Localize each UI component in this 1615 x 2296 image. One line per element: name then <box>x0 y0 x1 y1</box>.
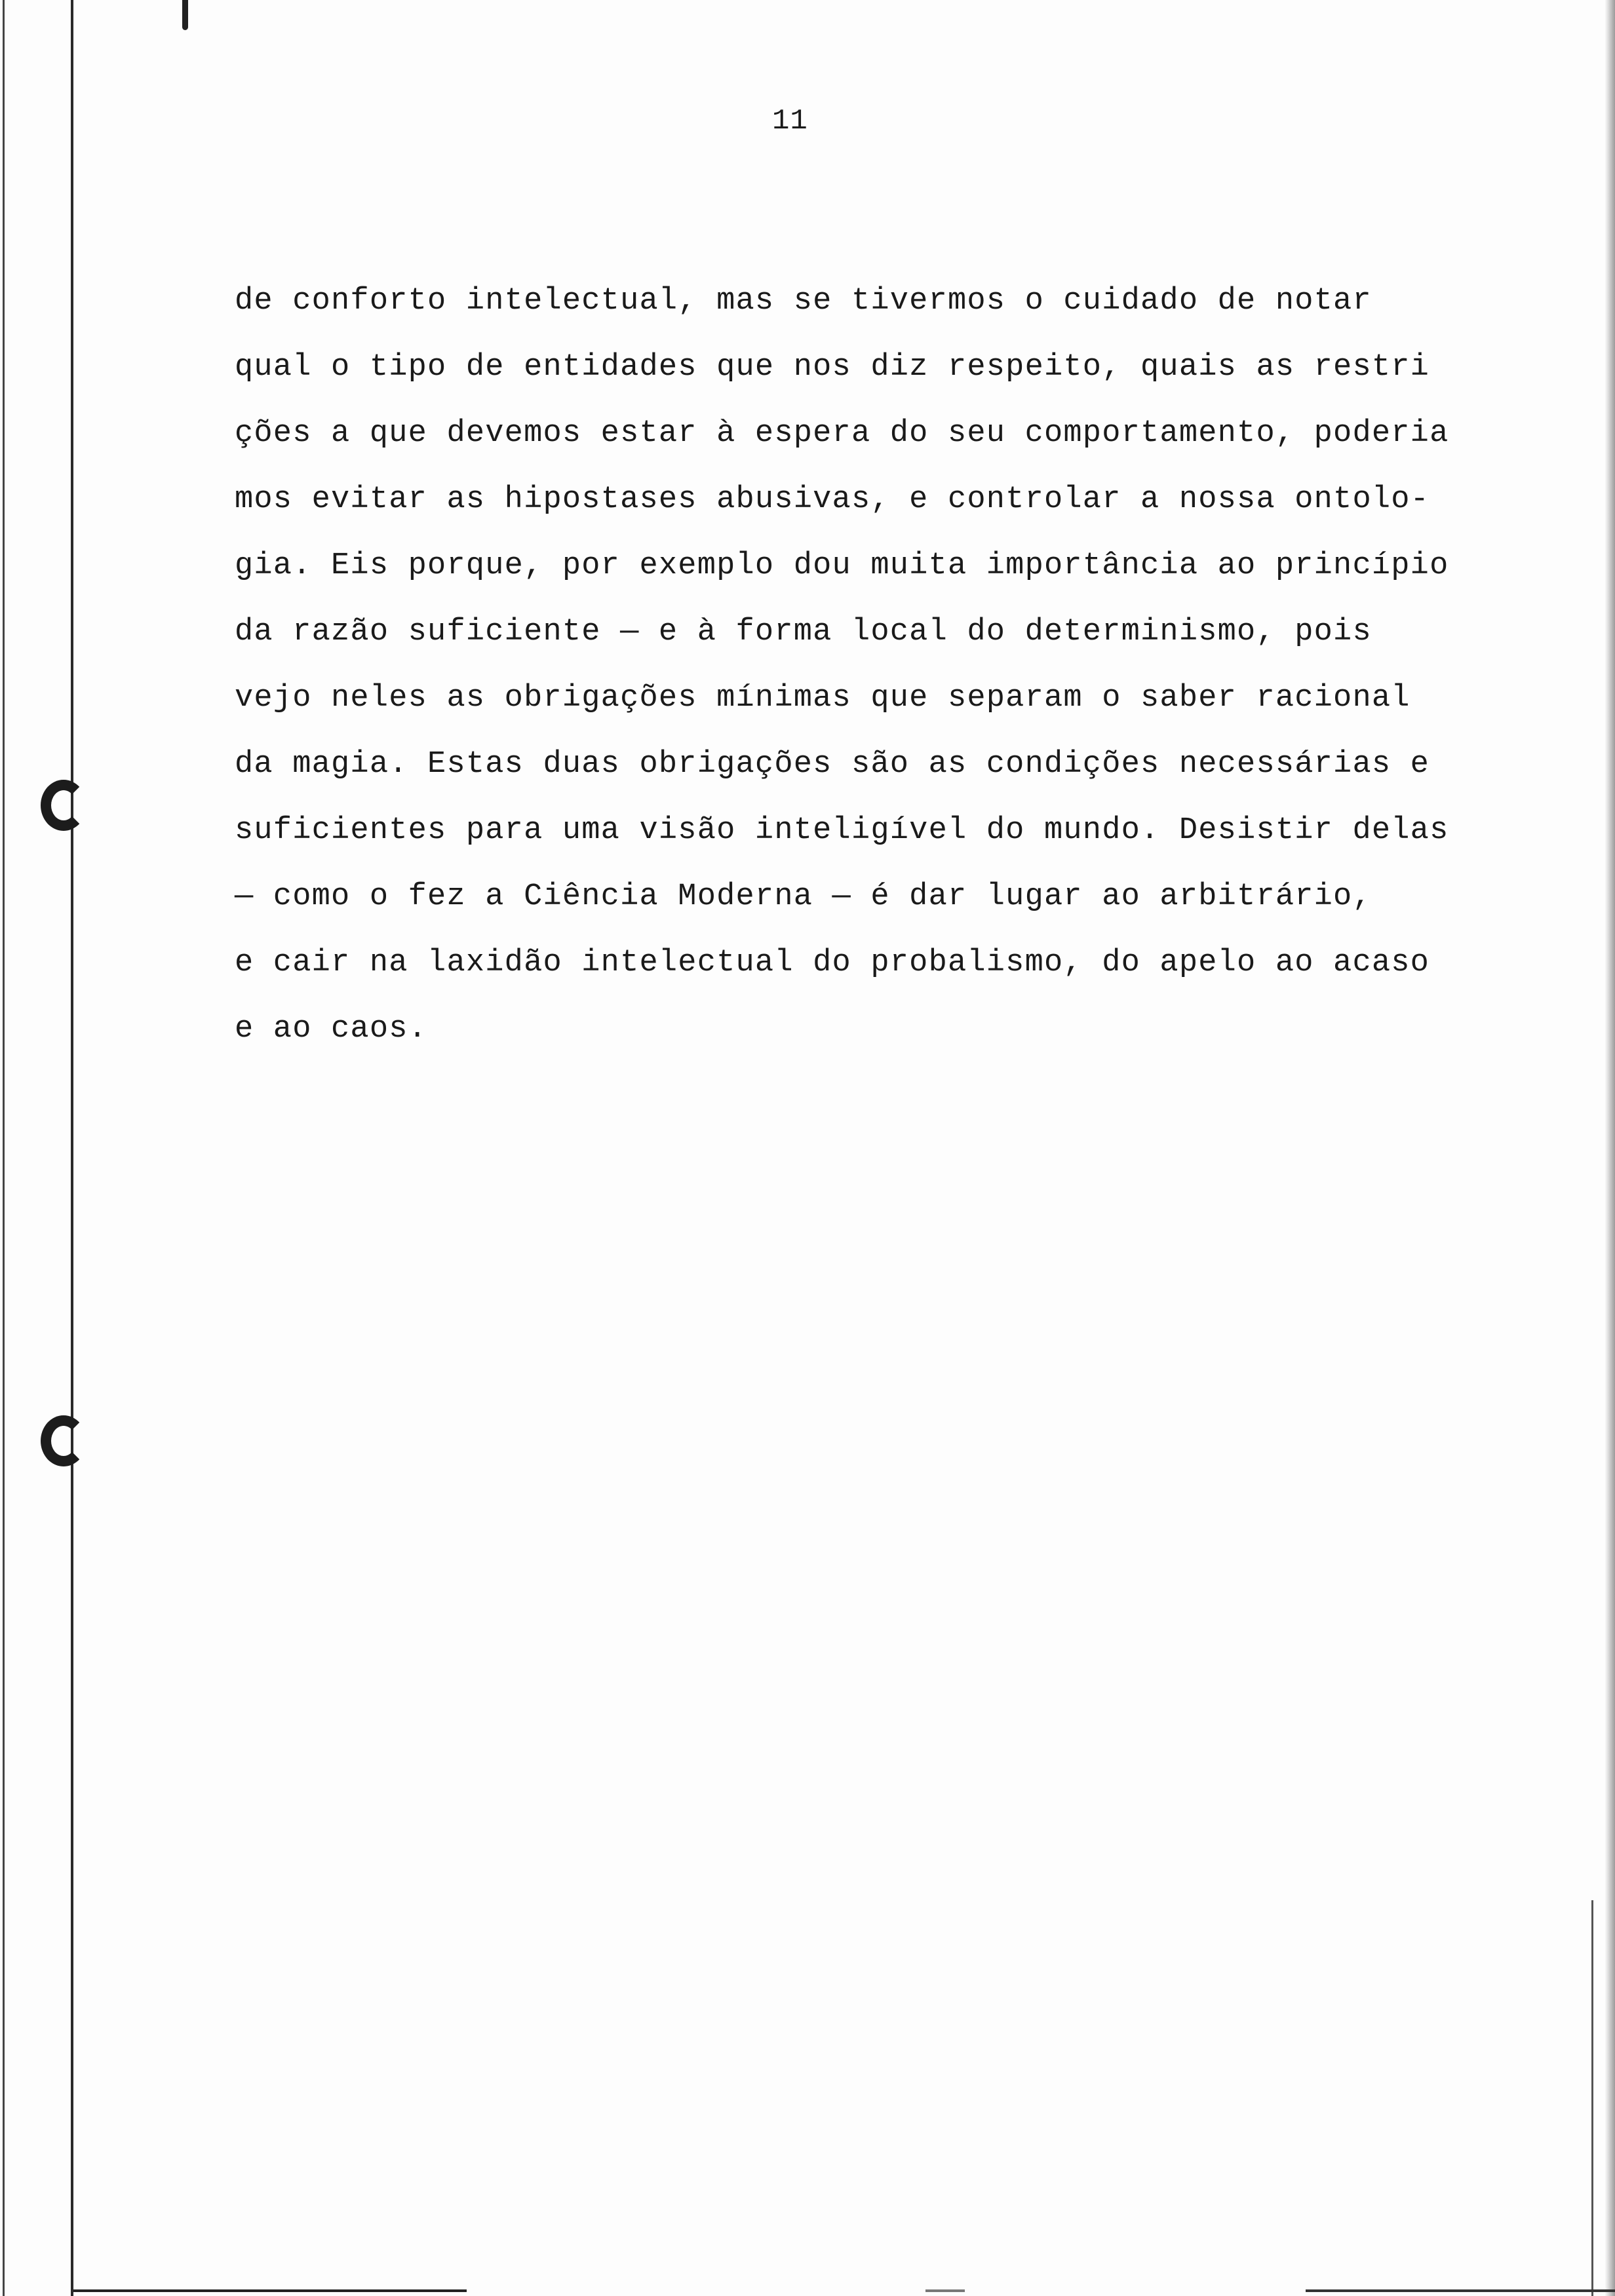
body-paragraph <box>235 282 1532 1076</box>
text-line: mos evitar as hipostases abusivas, e controlar a nossa ontolo- <box>235 482 1430 517</box>
top-ink-mark <box>182 0 188 30</box>
text-line: de conforto intelectual, mas se tivermos o cuidado de notar <box>235 284 1372 318</box>
text-line: da razão suficiente — e à forma local do determinismo, pois <box>235 615 1372 649</box>
text-line: suficientes para uma visão inteligível do mundo. Desistir delas <box>235 813 1449 848</box>
text-line: qual o tipo de entidades que nos diz respeito, quais as restri <box>235 350 1430 385</box>
binder-hole-icon <box>41 780 87 831</box>
text-line: da magia. Estas duas obrigações são as condições necessárias e <box>235 747 1430 782</box>
text-line: — como o fez a Ciência Moderna — é dar lugar ao arbitrário, <box>235 879 1372 914</box>
text-line: vejo neles as obrigações mínimas que separam o saber racional <box>235 681 1411 716</box>
page-number: 11 <box>772 105 808 138</box>
page-left-edge <box>3 0 5 2296</box>
binder-hole-icon <box>41 1415 87 1466</box>
text-line: ções a que devemos estar à espera do seu comportamento, poderia <box>235 416 1449 451</box>
text-line: e ao caos. <box>235 1012 428 1046</box>
page-right-edge-shadow <box>1605 0 1615 2296</box>
text-line: e cair na laxidão intelectual do probalismo, do apelo ao acaso <box>235 946 1430 980</box>
page-right-edge-line <box>1591 1900 1593 2296</box>
text-line: gia. Eis porque, por exemplo dou muita importância ao princípio <box>235 548 1449 583</box>
page-bottom-edge <box>73 2289 1615 2292</box>
binding-margin-line <box>71 0 73 2296</box>
